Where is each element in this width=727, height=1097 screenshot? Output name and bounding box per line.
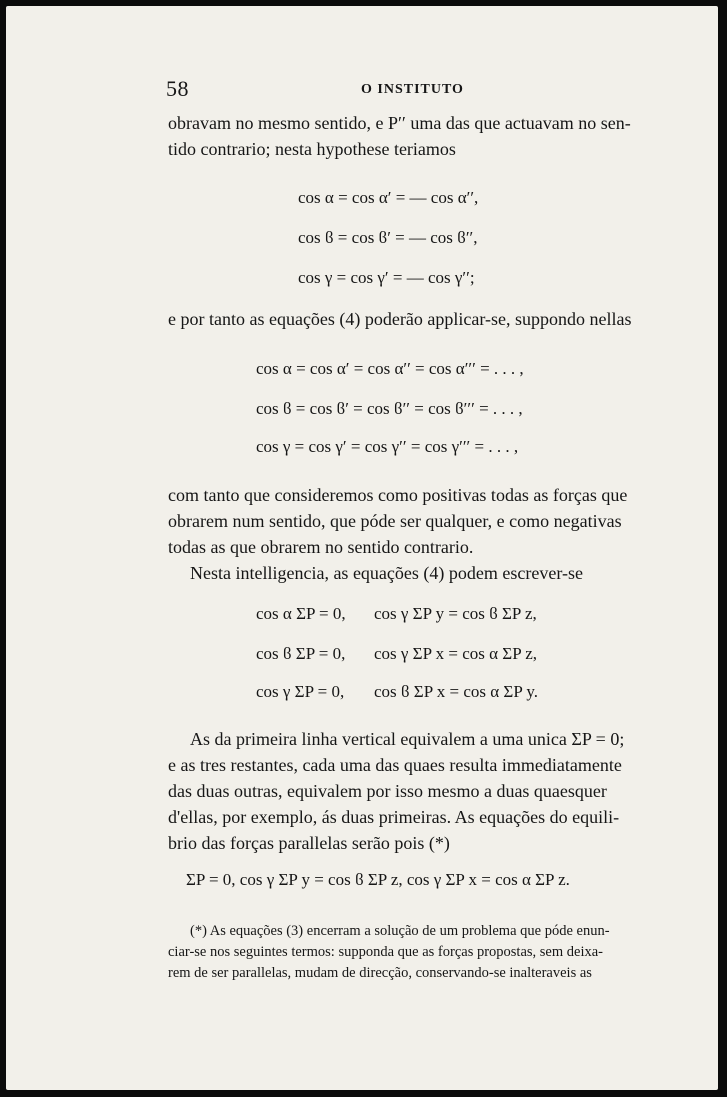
equation-2-2: cos ϐ = cos ϐ′ = cos ϐ′′ = cos ϐ′′′ = . . . ,	[256, 399, 523, 418]
paragraph-5-line-4: d'ellas, por exemplo, ás duas primeiras. As equações do equili-	[168, 807, 620, 827]
footnote-line-1: (*) As equações (3) encerram a solução de um problema que póde enun-	[190, 923, 610, 939]
footnote-line-3: rem de ser parallelas, mudam de direcção, conservando-se inalteraveis as	[168, 965, 592, 981]
equation-3-1-left: cos α ΣP = 0,	[256, 604, 346, 623]
equation-3-2-left: cos ϐ ΣP = 0,	[256, 644, 346, 663]
paragraph-1-line-1: obravam no mesmo sentido, e P′′ uma das que actuavam no sen-	[168, 113, 631, 133]
equation-3-2-right: cos γ ΣP x = cos α ΣP z,	[374, 644, 538, 663]
footnote	[168, 921, 643, 984]
paragraph-5-line-2: e as tres restantes, cada uma das quaes resulta immediatamente	[168, 755, 622, 775]
equation-final: ΣP = 0, cos γ ΣP y = cos ϐ ΣP z, cos γ ΣP x = cos α ΣP z.	[186, 870, 570, 889]
page-number: 58	[166, 76, 189, 101]
paragraph-5-line-1: As da primeira linha vertical equivalem a uma unica ΣP = 0;	[190, 729, 625, 749]
paragraph-1	[168, 110, 643, 162]
paragraph-2-line-1: e por tanto as equações (4) poderão applicar-se, suppondo nellas	[168, 309, 632, 329]
footnote-line-2: ciar-se nos seguintes termos: supponda que as forças propostas, sem deixa-	[168, 944, 603, 960]
equation-1-1: cos α = cos α′ = — cos α′′,	[298, 188, 479, 207]
equation-2-3: cos γ = cos γ′ = cos γ′′ = cos γ′′′ = . . . ,	[256, 437, 519, 456]
paragraph-5	[168, 726, 643, 856]
equation-2-1: cos α = cos α′ = cos α′′ = cos α′′′ = . . . ,	[256, 359, 524, 378]
running-title: O INSTITUTO	[361, 82, 464, 97]
paragraph-1-line-2: tido contrario; nesta hypothese teriamos	[168, 139, 456, 159]
equation-3-3-left: cos γ ΣP = 0,	[256, 682, 345, 701]
equation-3-3-right: cos ϐ ΣP x = cos α ΣP y.	[374, 682, 539, 701]
paragraph-3-line-2: obrarem num sentido, que póde ser qualquer, e como negativas	[168, 511, 622, 531]
paragraph-5-line-3: das duas outras, equivalem por isso mesmo a duas quaesquer	[168, 781, 607, 801]
paragraph-2	[168, 306, 643, 332]
paragraph-4: Nesta intelligencia, as equações (4) podem escrever-se	[190, 563, 583, 583]
paragraph-5-line-5: brio das forças parallelas serão pois (*)	[168, 833, 450, 853]
paragraph-3-line-1: com tanto que consideremos como positivas todas as forças que	[168, 485, 628, 505]
equation-3-1-right: cos γ ΣP y = cos ϐ ΣP z,	[374, 604, 537, 623]
page-header	[166, 76, 636, 106]
page	[6, 6, 718, 1090]
equation-1-3: cos γ = cos γ′ = — cos γ′′;	[298, 268, 475, 287]
paragraph-3-line-3: todas as que obrarem no sentido contrario.	[168, 537, 474, 557]
equation-1-2: cos ϐ = cos ϐ′ = — cos ϐ′′,	[298, 228, 478, 247]
paragraph-3	[168, 482, 643, 586]
